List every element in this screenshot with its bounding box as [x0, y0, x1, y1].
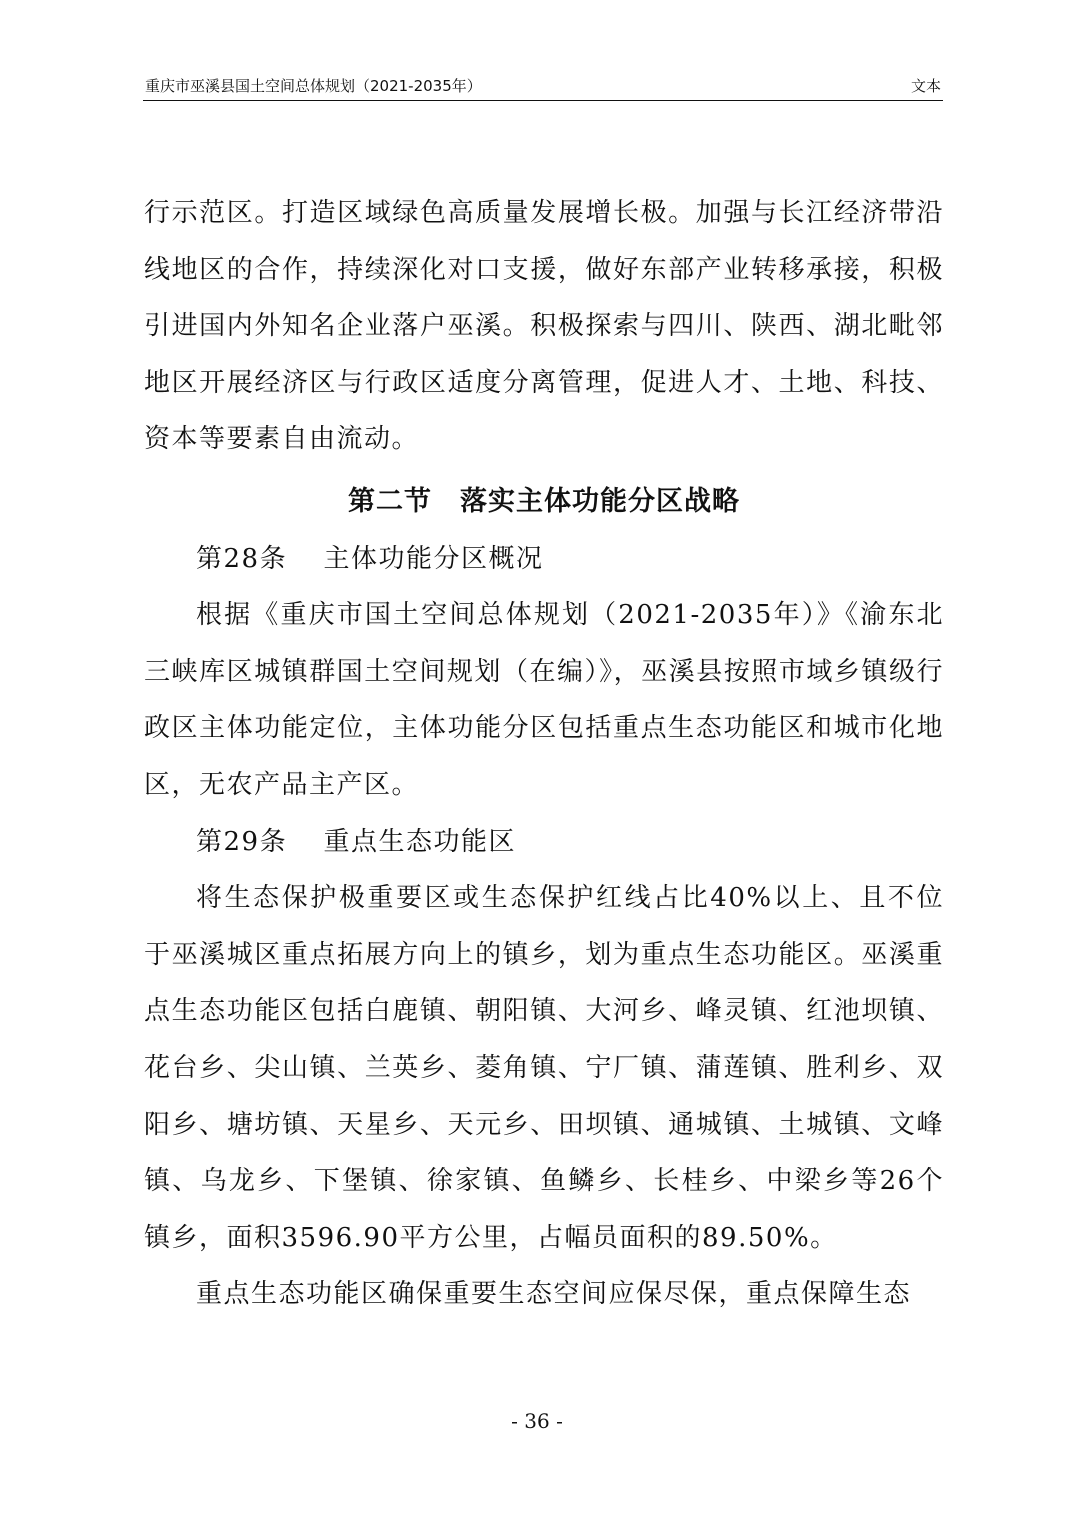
article-28-title: 主体功能分区概况	[323, 543, 544, 574]
article-28-heading	[144, 531, 944, 588]
paragraph-article-28: 根据《重庆市国土空间总体规划（2021-2035年）》《渝东北三峡库区城镇群国土空间规划（在编）》，巫溪县按照市域乡镇级行政区主体功能定位，主体功能分区包括重点生态功能区和城市化地区，无农产品主产区。	[144, 600, 944, 800]
document-type-label: 文本	[910, 77, 941, 95]
article-29-title: 重点生态功能区	[323, 826, 516, 857]
article-28-number: 第28条	[196, 543, 288, 574]
article-29-heading	[144, 814, 944, 871]
page-number: - 36 -	[511, 1409, 563, 1433]
section-heading: 第二节 落实主体功能分区战略	[348, 485, 740, 517]
paragraph-article-29-b: 重点生态功能区确保重要生态空间应保尽保，重点保障生态	[196, 1279, 912, 1310]
page-body	[144, 185, 944, 1323]
document-title: 重庆市巫溪县国土空间总体规划（2021-2035年）	[145, 77, 482, 95]
paragraph-continued: 行示范区。打造区域绿色高质量发展增长极。加强与长江经济带沿线地区的合作，持续深化对口支援，做好东部产业转移承接，积极引进国内外知名企业落户巫溪。积极探索与四川、陕西、湖北毗邻地区开展经济区与行政区适度分离管理，促进人才、土地、科技、资本等要素自由流动。	[144, 198, 944, 455]
paragraph-article-29-a: 将生态保护极重要区或生态保护红线占比40%以上、且不位于巫溪城区重点拓展方向上的镇乡，划为重点生态功能区。巫溪重点生态功能区包括白鹿镇、朝阳镇、大河乡、峰灵镇、红池坝镇、花台乡、尖山镇、兰英乡、菱角镇、宁厂镇、蒲莲镇、胜利乡、双阳乡、塘坊镇、天星乡、天元乡、田坝镇、通城镇、土城镇、文峰镇、乌龙乡、下堡镇、徐家镇、鱼鳞乡、长桂乡、中梁乡等26个镇乡，面积3596.90平方公里，占幅员面积的89.50%。	[144, 883, 944, 1253]
article-29-number: 第29条	[196, 826, 288, 857]
page-header	[143, 76, 943, 101]
